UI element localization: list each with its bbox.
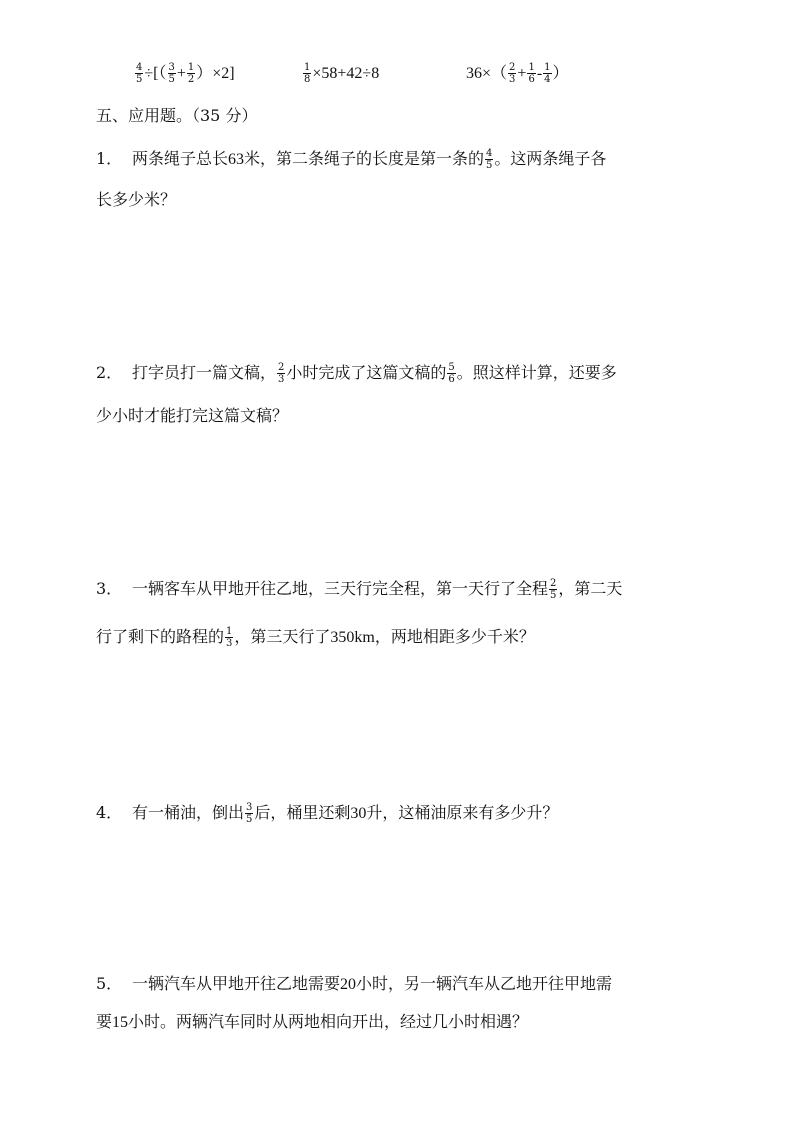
question-2-line-1: 2． 打字员打一篇文稿， $\frac{2}{3}$ 小时完成了这篇文稿的 $\frac{5}{6}$ 。照这样计算，还要多 [96,362,617,385]
question-1-line-1: 1． 两条绳子总长63米，第二条绳子的长度是第一条的 $\frac{4}{5}$ 。这两条绳子各 [96,148,607,171]
fraction: $\frac{1}{2}$ [187,62,195,85]
question-number: 5． [96,974,123,993]
fraction: $\frac{2}{3}$ [278,362,285,385]
fraction: $\frac{1}{6}$ [528,62,535,85]
expression-1: $\frac{4}{5}$ ÷[（ $\frac{3}{5}$ + $\frac{1}{2}$ ）×2] [136,62,235,85]
question-number: 4． [96,803,123,822]
fraction: $\frac{4}{5}$ [136,62,143,85]
expression-2: $\frac{1}{8}$ ×58+42÷8 [304,62,380,85]
expression-3: 36×（ $\frac{2}{3}$ + $\frac{1}{6}$ - $\frac{1}{4}$ ） [466,62,569,85]
question-5-line-2: 要15小时。两辆汽车同时从两地相向开出，经过几小时相遇？ [96,1012,529,1031]
fraction: $\frac{5}{6}$ [448,362,455,385]
question-number: 2． [96,363,123,382]
question-1-line-2: 长多少米？ [96,190,177,209]
fraction: $\frac{3}{5}$ [246,802,253,825]
fraction: $\frac{1}{4}$ [544,62,551,85]
question-number: 1． [96,149,123,168]
fraction: $\frac{1}{3}$ [226,626,233,649]
question-number: 3． [96,579,123,598]
fraction: $\frac{4}{5}$ [486,148,493,171]
question-5-line-1: 5． 一辆汽车从甲地开往乙地需要20小时，另一辆汽车从乙地开往甲地需 [96,974,613,993]
section-title: 五、应用题。（35 分） [96,106,258,125]
fraction: $\frac{3}{5}$ [168,62,175,85]
question-4-line-1: 4． 有一桶油，倒出 $\frac{3}{5}$ 后，桶里还剩30升，这桶油原来有多少升？ [96,802,559,825]
fraction: $\frac{1}{8}$ [304,62,311,85]
fraction: $\frac{2}{5}$ [550,578,557,601]
fraction: $\frac{2}{3}$ [509,62,516,85]
question-2-line-2: 少小时才能打完这篇文稿？ [96,406,289,425]
question-3-line-1: 3． 一辆客车从甲地开往乙地，三天行完全程，第一天行了全程 $\frac{2}{5}$ ，第二天 [96,578,623,601]
question-3-line-2: 行了剩下的路程的 $\frac{1}{3}$ ，第三天行了350km，两地相距多少千米？ [96,626,535,649]
